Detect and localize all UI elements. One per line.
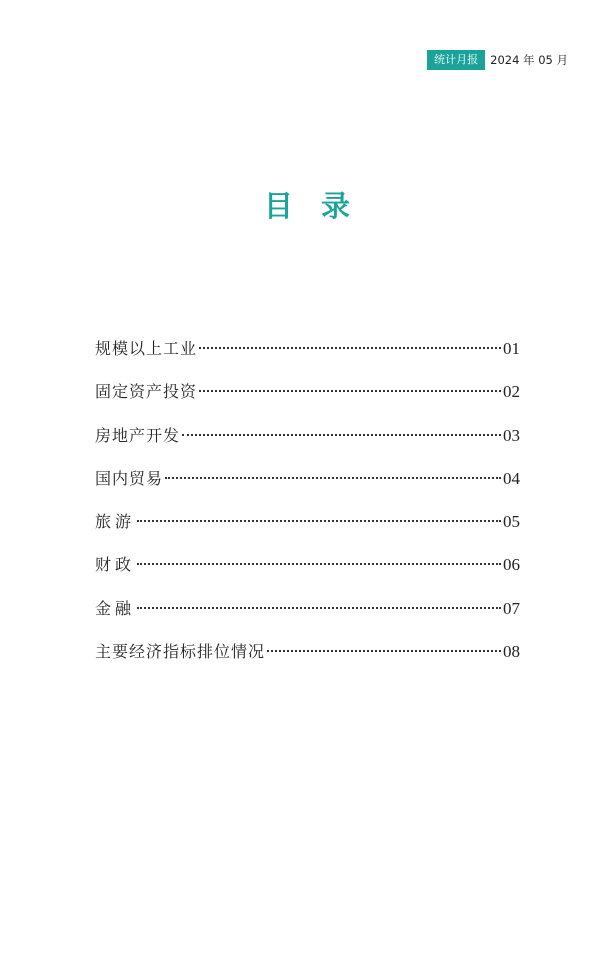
toc-entry-label: 固定资产投资 (95, 382, 198, 402)
toc-leader-dots (199, 347, 501, 349)
toc-entry-label: 主要经济指标排位情况 (95, 642, 266, 662)
toc-entry-label: 规模以上工业 (95, 339, 198, 358)
toc-entry-domestic-trade[interactable] (95, 466, 520, 509)
page-title: 目录 (263, 189, 378, 223)
toc-leader-dots (137, 520, 501, 522)
toc-entry-tourism[interactable] (95, 509, 520, 552)
toc-entry-label: 旅游 (95, 512, 136, 532)
toc-leader-dots (182, 434, 501, 436)
toc-entry-label: 财政 (95, 555, 136, 575)
toc-entry-label: 国内贸易 (95, 468, 164, 488)
toc-entry-page: 03 (503, 425, 520, 445)
report-header (427, 50, 568, 70)
toc-entry-fixed-investment[interactable] (95, 379, 520, 422)
toc-entry-label: 金融 (95, 598, 136, 618)
toc-entry-page: 04 (503, 468, 520, 488)
toc-entry-banking[interactable] (95, 596, 520, 639)
toc-entry-label: 房地产开发 (95, 425, 181, 445)
report-badge: 统计月报 (427, 50, 485, 70)
toc-entry-page: 07 (503, 598, 520, 618)
toc-entry-page: 08 (503, 642, 520, 662)
toc-leader-dots (137, 607, 501, 609)
toc-entry-page: 06 (503, 555, 520, 575)
toc-entry-economic-ranking[interactable] (95, 639, 520, 682)
toc-leader-dots (267, 650, 501, 652)
table-of-contents (95, 336, 520, 682)
toc-entry-industry[interactable] (95, 336, 520, 379)
toc-entry-page: 02 (503, 382, 520, 402)
toc-leader-dots (137, 563, 501, 565)
toc-entry-real-estate[interactable] (95, 423, 520, 466)
toc-entry-page: 01 (503, 339, 520, 358)
toc-leader-dots (199, 390, 501, 392)
report-date: 2024 年 05 月 (490, 53, 568, 67)
toc-entry-page: 05 (503, 512, 520, 532)
toc-entry-finance-fiscal[interactable] (95, 552, 520, 595)
toc-leader-dots (165, 477, 501, 479)
